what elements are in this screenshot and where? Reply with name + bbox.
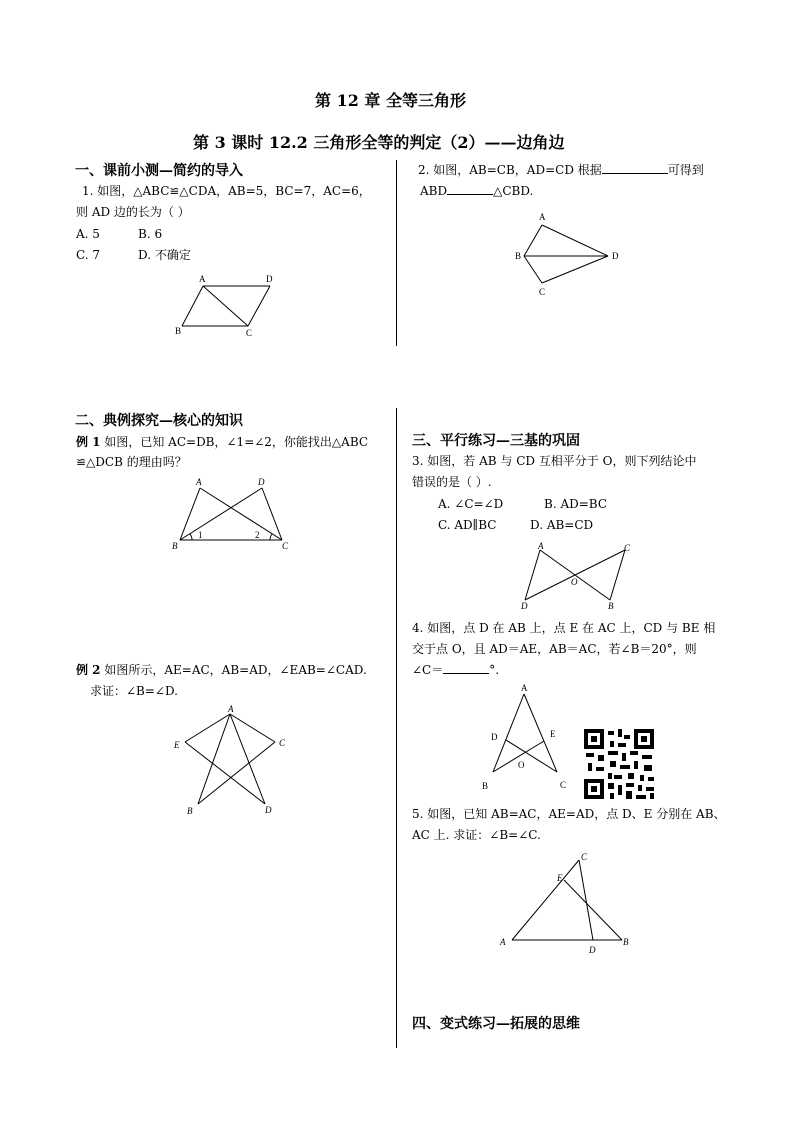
f3-label-a: A <box>196 477 202 487</box>
f1-label-a: A <box>199 274 206 284</box>
f2-label-d: D <box>612 251 619 261</box>
q2-line1-post: 可得到 <box>667 163 704 177</box>
f5-label-b: B <box>608 601 614 611</box>
q3-option-c: C. AD∥BC <box>438 518 497 532</box>
q1-option-c: C. 7 <box>76 248 101 262</box>
q1-line1: 1. 如图，△ABC≌△CDA，AB=5，BC=7，AC=6， <box>82 184 371 198</box>
f4-label-e: E <box>174 740 180 750</box>
ex1-text: 如图，已知 AC=DB，∠1=∠2，你能找出△ABC <box>100 435 369 449</box>
f4-label-a: A <box>228 704 234 714</box>
ex2-line2: 求证：∠B=∠D. <box>90 684 178 698</box>
section-heading-4: 四、变式练习—拓展的思维 <box>412 1016 580 1032</box>
f7-label-a: A <box>500 937 506 947</box>
figure-q1 <box>170 272 280 338</box>
section-heading-2: 二、典例探究—核心的知识 <box>75 413 243 429</box>
ex2-text: 如图所示，AE=AC，AB=AD，∠EAB=∠CAD. <box>100 663 367 677</box>
figure-q2 <box>510 210 630 300</box>
figure-ex1 <box>170 476 295 552</box>
f4-label-d: D <box>265 805 272 815</box>
section-heading-1: 一、课前小测—简约的导入 <box>75 163 243 179</box>
q4-blank[interactable] <box>443 673 489 674</box>
f6-label-d: D <box>491 732 498 742</box>
figure-q4 <box>478 680 578 792</box>
f3-label-d: D <box>258 477 265 487</box>
q4-line2: 交于点 O，且 AD＝AE，AB＝AC，若∠B＝20°，则 <box>412 642 697 656</box>
f6-label-a: A <box>521 683 528 693</box>
q4-line3-post: °. <box>489 663 500 677</box>
f7-label-d: D <box>589 945 596 955</box>
f6-label-c: C <box>560 780 567 790</box>
ex2-line1 <box>76 660 367 680</box>
f5-label-o: O <box>571 577 578 587</box>
column-divider-bottom <box>396 408 397 1048</box>
f5-label-d: D <box>521 601 528 611</box>
f3-label-c: C <box>282 541 289 551</box>
q4-line3 <box>412 660 499 680</box>
section-heading-3: 三、平行练习—三基的巩固 <box>412 433 580 449</box>
f7-label-e: E <box>557 873 563 883</box>
q1-line2: 则 AD 边的长为（ ） <box>76 205 190 219</box>
q4-line3-pre: ∠C＝ <box>412 663 444 677</box>
f6-label-b: B <box>482 781 489 791</box>
q3-option-b: B. AD=BC <box>544 497 608 511</box>
f5-label-c: C <box>624 543 631 553</box>
q1-option-b: B. 6 <box>138 227 163 241</box>
figure-q3 <box>515 540 640 612</box>
f2-label-c: C <box>539 287 546 297</box>
q5-line1: 5. 如图，已知 AB=AC，AE=AD，点 D、E 分别在 AB、 <box>412 807 726 821</box>
q4-line1: 4. 如图，点 D 在 AB 上，点 E 在 AC 上，CD 与 BE 相 <box>412 621 716 635</box>
f1-label-d: D <box>266 274 273 284</box>
q2-line1-pre: 2. 如图，AB=CB，AD=CD 根据 <box>418 163 602 177</box>
q3-option-d: D. AB=CD <box>530 518 594 532</box>
column-divider-top <box>396 160 397 346</box>
q2-blank-2[interactable] <box>447 194 493 195</box>
q2-line2 <box>420 181 533 201</box>
ex1-line1 <box>76 432 368 452</box>
q2-line1 <box>418 160 704 180</box>
f3-angle-2: 2 <box>255 530 260 540</box>
f3-angle-1: 1 <box>198 530 203 540</box>
f6-label-o: O <box>518 760 525 770</box>
f4-label-b: B <box>187 806 193 816</box>
f1-label-b: B <box>175 326 182 336</box>
q5-line2: AC 上. 求证：∠B=∠C. <box>412 828 541 842</box>
q2-line2-post: △CBD. <box>493 184 534 198</box>
f1-label-c: C <box>246 328 253 338</box>
f6-label-e: E <box>550 729 556 739</box>
f5-label-a: A <box>538 541 544 551</box>
f2-label-b: B <box>515 251 522 261</box>
qr-code <box>584 729 654 799</box>
q1-option-d: D. 不确定 <box>138 248 191 262</box>
q2-blank-1[interactable] <box>602 173 668 174</box>
q1-option-a: A. 5 <box>76 227 100 241</box>
f2-label-a: A <box>539 212 546 222</box>
q2-line2-pre: ABD <box>420 184 448 198</box>
lesson-title: 第 3 课时 12.2 三角形全等的判定（2）——边角边 <box>193 133 565 152</box>
ex1-label: 例 1 <box>76 435 101 449</box>
figure-ex2 <box>170 704 285 818</box>
f3-label-b: B <box>172 541 178 551</box>
q3-line1: 3. 如图，若 AB 与 CD 互相平分于 O，则下列结论中 <box>412 454 697 468</box>
f7-label-b: B <box>623 937 629 947</box>
ex2-label: 例 2 <box>76 663 101 677</box>
chapter-title: 第 12 章 全等三角形 <box>315 91 466 110</box>
q3-line2: 错误的是（ ）. <box>412 475 492 489</box>
f7-label-c: C <box>581 852 588 862</box>
f4-label-c: C <box>279 738 286 748</box>
q3-option-a: A. ∠C=∠D <box>438 497 504 511</box>
figure-q5 <box>494 846 639 956</box>
ex1-line2: ≌△DCB 的理由吗？ <box>76 455 187 469</box>
